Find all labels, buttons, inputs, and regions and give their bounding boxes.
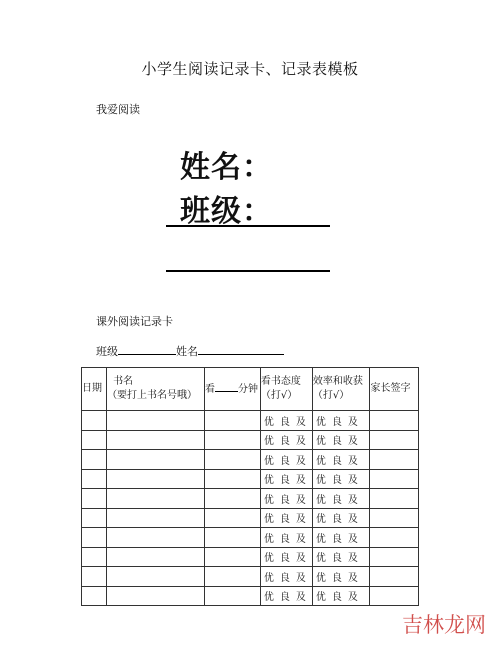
time-cell[interactable] [204,430,260,450]
grade-options [261,471,312,486]
grade-option[interactable]: 优 [315,514,326,526]
grade-option[interactable]: 及 [295,572,306,584]
grade-option[interactable]: 良 [331,455,342,467]
reading-record-table [81,367,419,606]
grade-option[interactable]: 良 [279,475,290,487]
header-book-line1: 书名 [113,376,134,387]
attitude-cell[interactable] [260,469,312,489]
date-cell[interactable] [82,469,107,489]
grade-option[interactable]: 良 [331,572,342,584]
grade-options [313,432,370,447]
attitude-cell[interactable] [260,567,312,587]
class-blank [118,344,176,355]
attitude-cell[interactable] [260,430,312,450]
efficiency-cell[interactable] [312,528,370,548]
header-efficiency-line1: 效率和收获 [312,376,363,387]
cover-underline-1 [166,225,330,227]
grade-option[interactable]: 及 [347,533,358,545]
header-time-prefix: 看 [204,384,215,395]
sign-cell[interactable] [370,508,419,528]
time-cell[interactable] [204,547,260,567]
attitude-cell[interactable] [260,586,312,606]
grade-option[interactable]: 及 [295,533,306,545]
grade-option[interactable]: 及 [347,436,358,448]
grade-option[interactable]: 及 [347,553,358,565]
book-cell[interactable] [107,508,205,528]
efficiency-cell[interactable] [312,547,370,567]
grade-option[interactable]: 优 [315,455,326,467]
header-book [107,368,205,411]
grade-option[interactable]: 及 [347,592,358,604]
name-label: 姓名 [176,345,198,358]
sign-cell[interactable] [370,489,419,509]
grade-option[interactable]: 优 [315,416,326,428]
date-cell[interactable] [82,547,107,567]
efficiency-cell[interactable] [312,430,370,450]
grade-option[interactable]: 优 [263,592,274,604]
grade-options [313,530,370,545]
grade-options [261,588,312,603]
book-cell[interactable] [107,411,205,431]
grade-options [313,471,370,486]
cover-class-label: 班级： [180,194,273,229]
attitude-cell[interactable] [260,411,312,431]
header-time-suffix: 分钟 [237,384,258,395]
attitude-cell[interactable] [260,508,312,528]
grade-option[interactable]: 良 [279,572,290,584]
grade-option[interactable]: 及 [347,572,358,584]
efficiency-cell[interactable] [312,469,370,489]
grade-options [261,510,312,525]
efficiency-cell[interactable] [312,567,370,587]
grade-option[interactable]: 良 [331,416,342,428]
sign-cell[interactable] [370,567,419,587]
grade-option[interactable]: 优 [315,592,326,604]
grade-option[interactable]: 良 [331,494,342,506]
sign-cell[interactable] [370,586,419,606]
efficiency-cell[interactable] [312,411,370,431]
sign-cell[interactable] [370,450,419,470]
header-book-line2: （要打上书名号哦） [107,390,198,401]
efficiency-cell[interactable] [312,586,370,606]
book-cell[interactable] [107,430,205,450]
book-cell[interactable] [107,450,205,470]
efficiency-cell[interactable] [312,450,370,470]
grade-option[interactable]: 及 [295,514,306,526]
grade-options [261,549,312,564]
time-cell[interactable] [204,489,260,509]
grade-options [261,413,312,428]
grade-option[interactable]: 优 [263,436,274,448]
sign-cell[interactable] [370,469,419,489]
header-time [204,368,260,411]
grade-option[interactable]: 及 [295,455,306,467]
grade-option[interactable]: 及 [295,592,306,604]
grade-option[interactable]: 良 [279,455,290,467]
time-cell[interactable] [204,411,260,431]
grade-option[interactable]: 及 [347,455,358,467]
table-row [82,528,419,548]
header-efficiency [312,368,370,411]
sign-cell[interactable] [370,547,419,567]
book-cell[interactable] [107,586,205,606]
grade-options [313,491,370,506]
grade-option[interactable]: 良 [279,494,290,506]
grade-option[interactable]: 良 [331,514,342,526]
attitude-cell[interactable] [260,450,312,470]
table-row [82,508,419,528]
grade-options [261,432,312,447]
header-time-blank [215,381,238,392]
date-cell[interactable] [82,450,107,470]
header-sign: 家长签字 [370,368,419,411]
book-cell[interactable] [107,567,205,587]
watermark-logo: 吉林龙网 [402,613,486,637]
subtitle: 我爱阅读 [96,103,140,116]
header-efficiency-line2: （打√） [312,390,350,401]
grade-option[interactable]: 及 [347,475,358,487]
date-cell[interactable] [82,430,107,450]
grade-option[interactable]: 良 [331,553,342,565]
time-cell[interactable] [204,450,260,470]
grade-option[interactable]: 优 [315,494,326,506]
grade-option[interactable]: 及 [295,436,306,448]
sign-cell[interactable] [370,528,419,548]
grade-option[interactable]: 良 [279,592,290,604]
grade-option[interactable]: 良 [331,475,342,487]
grade-options [313,588,370,603]
cover-name-label: 姓名： [180,150,273,185]
name-blank [198,344,284,355]
table-row [82,586,419,606]
grade-option[interactable]: 良 [279,436,290,448]
time-cell[interactable] [204,586,260,606]
grade-option[interactable]: 及 [295,475,306,487]
grade-option[interactable]: 优 [263,514,274,526]
class-name-row [96,343,284,359]
date-cell[interactable] [82,411,107,431]
attitude-cell[interactable] [260,489,312,509]
book-cell[interactable] [107,489,205,509]
table-row [82,489,419,509]
table-body [82,411,419,606]
time-cell[interactable] [204,508,260,528]
table-row [82,411,419,431]
grade-option[interactable]: 及 [347,514,358,526]
header-attitude-line2: （打√） [260,390,298,401]
grade-option[interactable]: 优 [263,416,274,428]
attitude-cell[interactable] [260,547,312,567]
grade-option[interactable]: 良 [279,416,290,428]
grade-options [313,452,370,467]
card-title: 课外阅读记录卡 [96,315,173,328]
grade-options [313,510,370,525]
document-title: 小学生阅读记录卡、记录表模板 [141,60,359,78]
grade-option[interactable]: 及 [347,416,358,428]
table-row [82,567,419,587]
time-cell[interactable] [204,469,260,489]
grade-option[interactable]: 优 [315,553,326,565]
header-attitude [260,368,312,411]
time-cell[interactable] [204,528,260,548]
time-cell[interactable] [204,567,260,587]
book-cell[interactable] [107,469,205,489]
grade-option[interactable]: 优 [315,572,326,584]
grade-option[interactable]: 优 [263,475,274,487]
sign-cell[interactable] [370,411,419,431]
grade-option[interactable]: 良 [279,533,290,545]
grade-option[interactable]: 良 [279,553,290,565]
date-cell[interactable] [82,508,107,528]
date-cell[interactable] [82,586,107,606]
grade-options [261,452,312,467]
grade-option[interactable]: 优 [315,533,326,545]
efficiency-cell[interactable] [312,489,370,509]
grade-options [313,549,370,564]
date-cell[interactable] [82,567,107,587]
grade-options [261,491,312,506]
grade-options [261,569,312,584]
header-date: 日期 [82,368,107,411]
grade-option[interactable]: 及 [295,416,306,428]
grade-option[interactable]: 优 [315,436,326,448]
table-row [82,450,419,470]
grade-option[interactable]: 良 [331,436,342,448]
grade-option[interactable]: 优 [315,475,326,487]
book-cell[interactable] [107,528,205,548]
grade-option[interactable]: 及 [347,494,358,506]
grade-option[interactable]: 及 [295,494,306,506]
grade-options [313,413,370,428]
grade-option[interactable]: 优 [263,455,274,467]
sign-cell[interactable] [370,430,419,450]
grade-option[interactable]: 优 [263,494,274,506]
efficiency-cell[interactable] [312,508,370,528]
table-row [82,430,419,450]
book-cell[interactable] [107,547,205,567]
table-row [82,469,419,489]
header-attitude-line1: 看书态度 [260,376,301,387]
grade-option[interactable]: 优 [263,572,274,584]
grade-option[interactable]: 良 [331,533,342,545]
date-cell[interactable] [82,528,107,548]
class-label: 班级 [96,345,118,358]
grade-option[interactable]: 良 [279,514,290,526]
table-row [82,547,419,567]
table-header-row [82,368,419,411]
attitude-cell[interactable] [260,528,312,548]
date-cell[interactable] [82,489,107,509]
grade-options [313,569,370,584]
grade-option[interactable]: 及 [295,553,306,565]
grade-option[interactable]: 优 [263,533,274,545]
grade-option[interactable]: 优 [263,553,274,565]
grade-option[interactable]: 良 [331,592,342,604]
cover-underline-2 [166,270,330,272]
grade-options [261,530,312,545]
